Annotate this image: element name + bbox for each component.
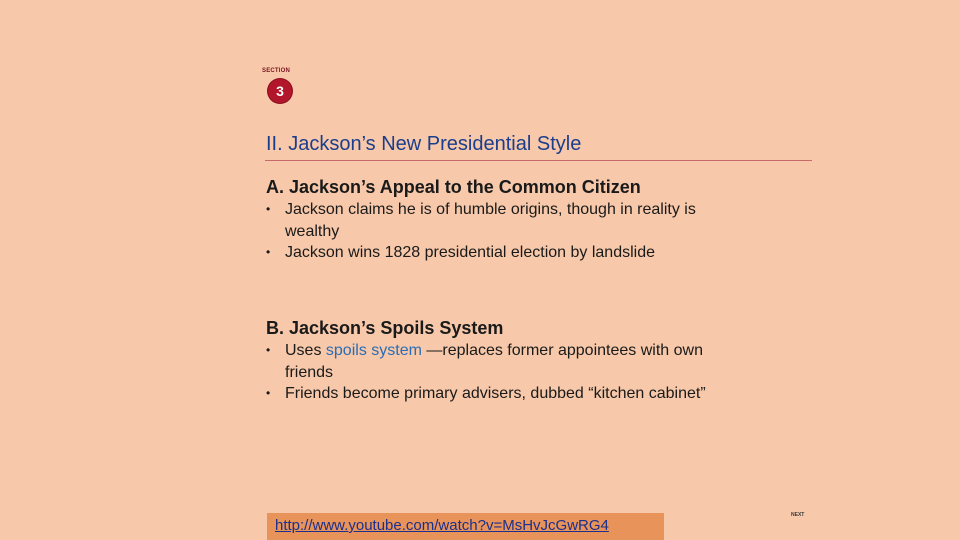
section-number-badge: 3 [268,79,292,103]
bullet-text: Jackson wins 1828 presidential election by landslide [285,244,655,261]
key-term-spoils-system: spoils system [325,342,422,359]
list-item [266,199,726,242]
youtube-video-link[interactable]: http://www.youtube.com/watch?v=MsHvJcGwRG4 [275,517,609,534]
list-item [266,383,726,405]
bullet-text: Jackson claims he is of humble origins, though in reality is wealthy [285,201,696,240]
bullet-list-appeal [266,199,726,264]
bullet-icon: • [266,245,271,259]
bullet-text: Friends become primary advisers, dubbed “kitchen cabinet” [285,385,706,402]
bullet-text-suffix: —replaces former appointees with own friends [285,342,703,381]
heading-appeal-common-citizen: A. Jackson’s Appeal to the Common Citizen [266,177,641,197]
bullet-text-prefix: Uses [285,342,326,359]
section-label: SECTION [262,68,291,74]
slide-title: II. Jackson’s New Presidential Style [266,133,582,155]
heading-spoils-system: B. Jackson’s Spoils System [266,318,504,338]
bullet-list-spoils [266,340,726,405]
title-divider [265,160,812,161]
bullet-icon: • [266,202,271,216]
list-item [266,340,726,383]
next-button[interactable]: NEXT [791,512,805,518]
bullet-icon: • [266,343,271,357]
bullet-icon: • [266,386,271,400]
list-item [266,242,726,264]
